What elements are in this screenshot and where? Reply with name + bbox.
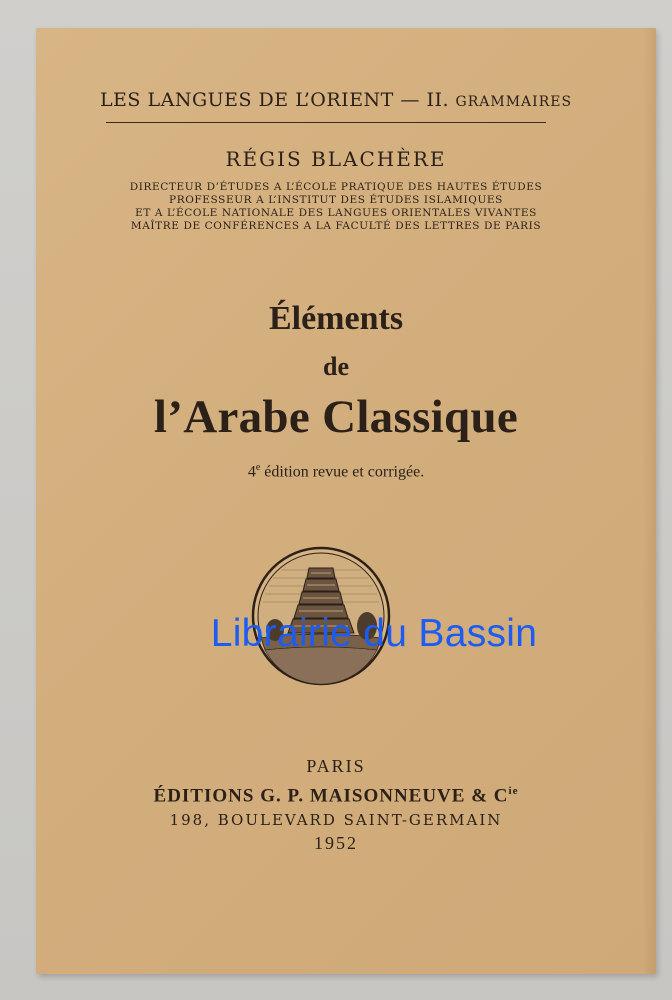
edition-number: 4 bbox=[247, 463, 256, 481]
bookseller-watermark: Librairie du Bassin bbox=[210, 612, 538, 655]
series-sub: GRAMMAIRES bbox=[455, 94, 573, 110]
author-affiliation-2: PROFESSEUR A L’INSTITUT DES ÉTUDES ISLAMIQUES bbox=[169, 194, 503, 206]
title-line-3: l’Arabe Classique bbox=[153, 391, 519, 443]
publisher-superscript: ie bbox=[508, 785, 519, 797]
publisher-name bbox=[0, 785, 672, 807]
publication-year: 1952 bbox=[314, 833, 358, 853]
edition-superscript: e bbox=[255, 462, 261, 473]
title-line-2: de bbox=[323, 352, 349, 381]
publication-city: PARIS bbox=[306, 756, 366, 776]
series-line: LES LANGUES DE L’ORIENT — II. bbox=[99, 89, 449, 111]
publisher-address: 198, BOULEVARD SAINT-GERMAIN bbox=[169, 811, 503, 829]
author-affiliation-1: DIRECTEUR D’ÉTUDES A L’ÉCOLE PRATIQUE DES HAUTES ÉTUDES bbox=[129, 181, 543, 193]
author-affiliation-4: MAÎTRE DE CONFÉRENCES A LA FACULTÉ DES LETTRES DE PARIS bbox=[130, 220, 542, 232]
author-name: RÉGIS BLACHÈRE bbox=[225, 147, 447, 171]
publisher-text: ÉDITIONS G. P. MAISONNEUVE & C bbox=[153, 785, 509, 807]
series-title bbox=[0, 89, 672, 111]
author-affiliation-3: ET A L’ÉCOLE NATIONALE DES LANGUES ORIENTALES VIVANTES bbox=[135, 207, 537, 219]
edition-text: édition revue et corrigée. bbox=[260, 463, 425, 481]
series-divider bbox=[106, 122, 546, 123]
edition-note bbox=[0, 462, 672, 481]
title-line-1: Éléments bbox=[268, 300, 404, 337]
